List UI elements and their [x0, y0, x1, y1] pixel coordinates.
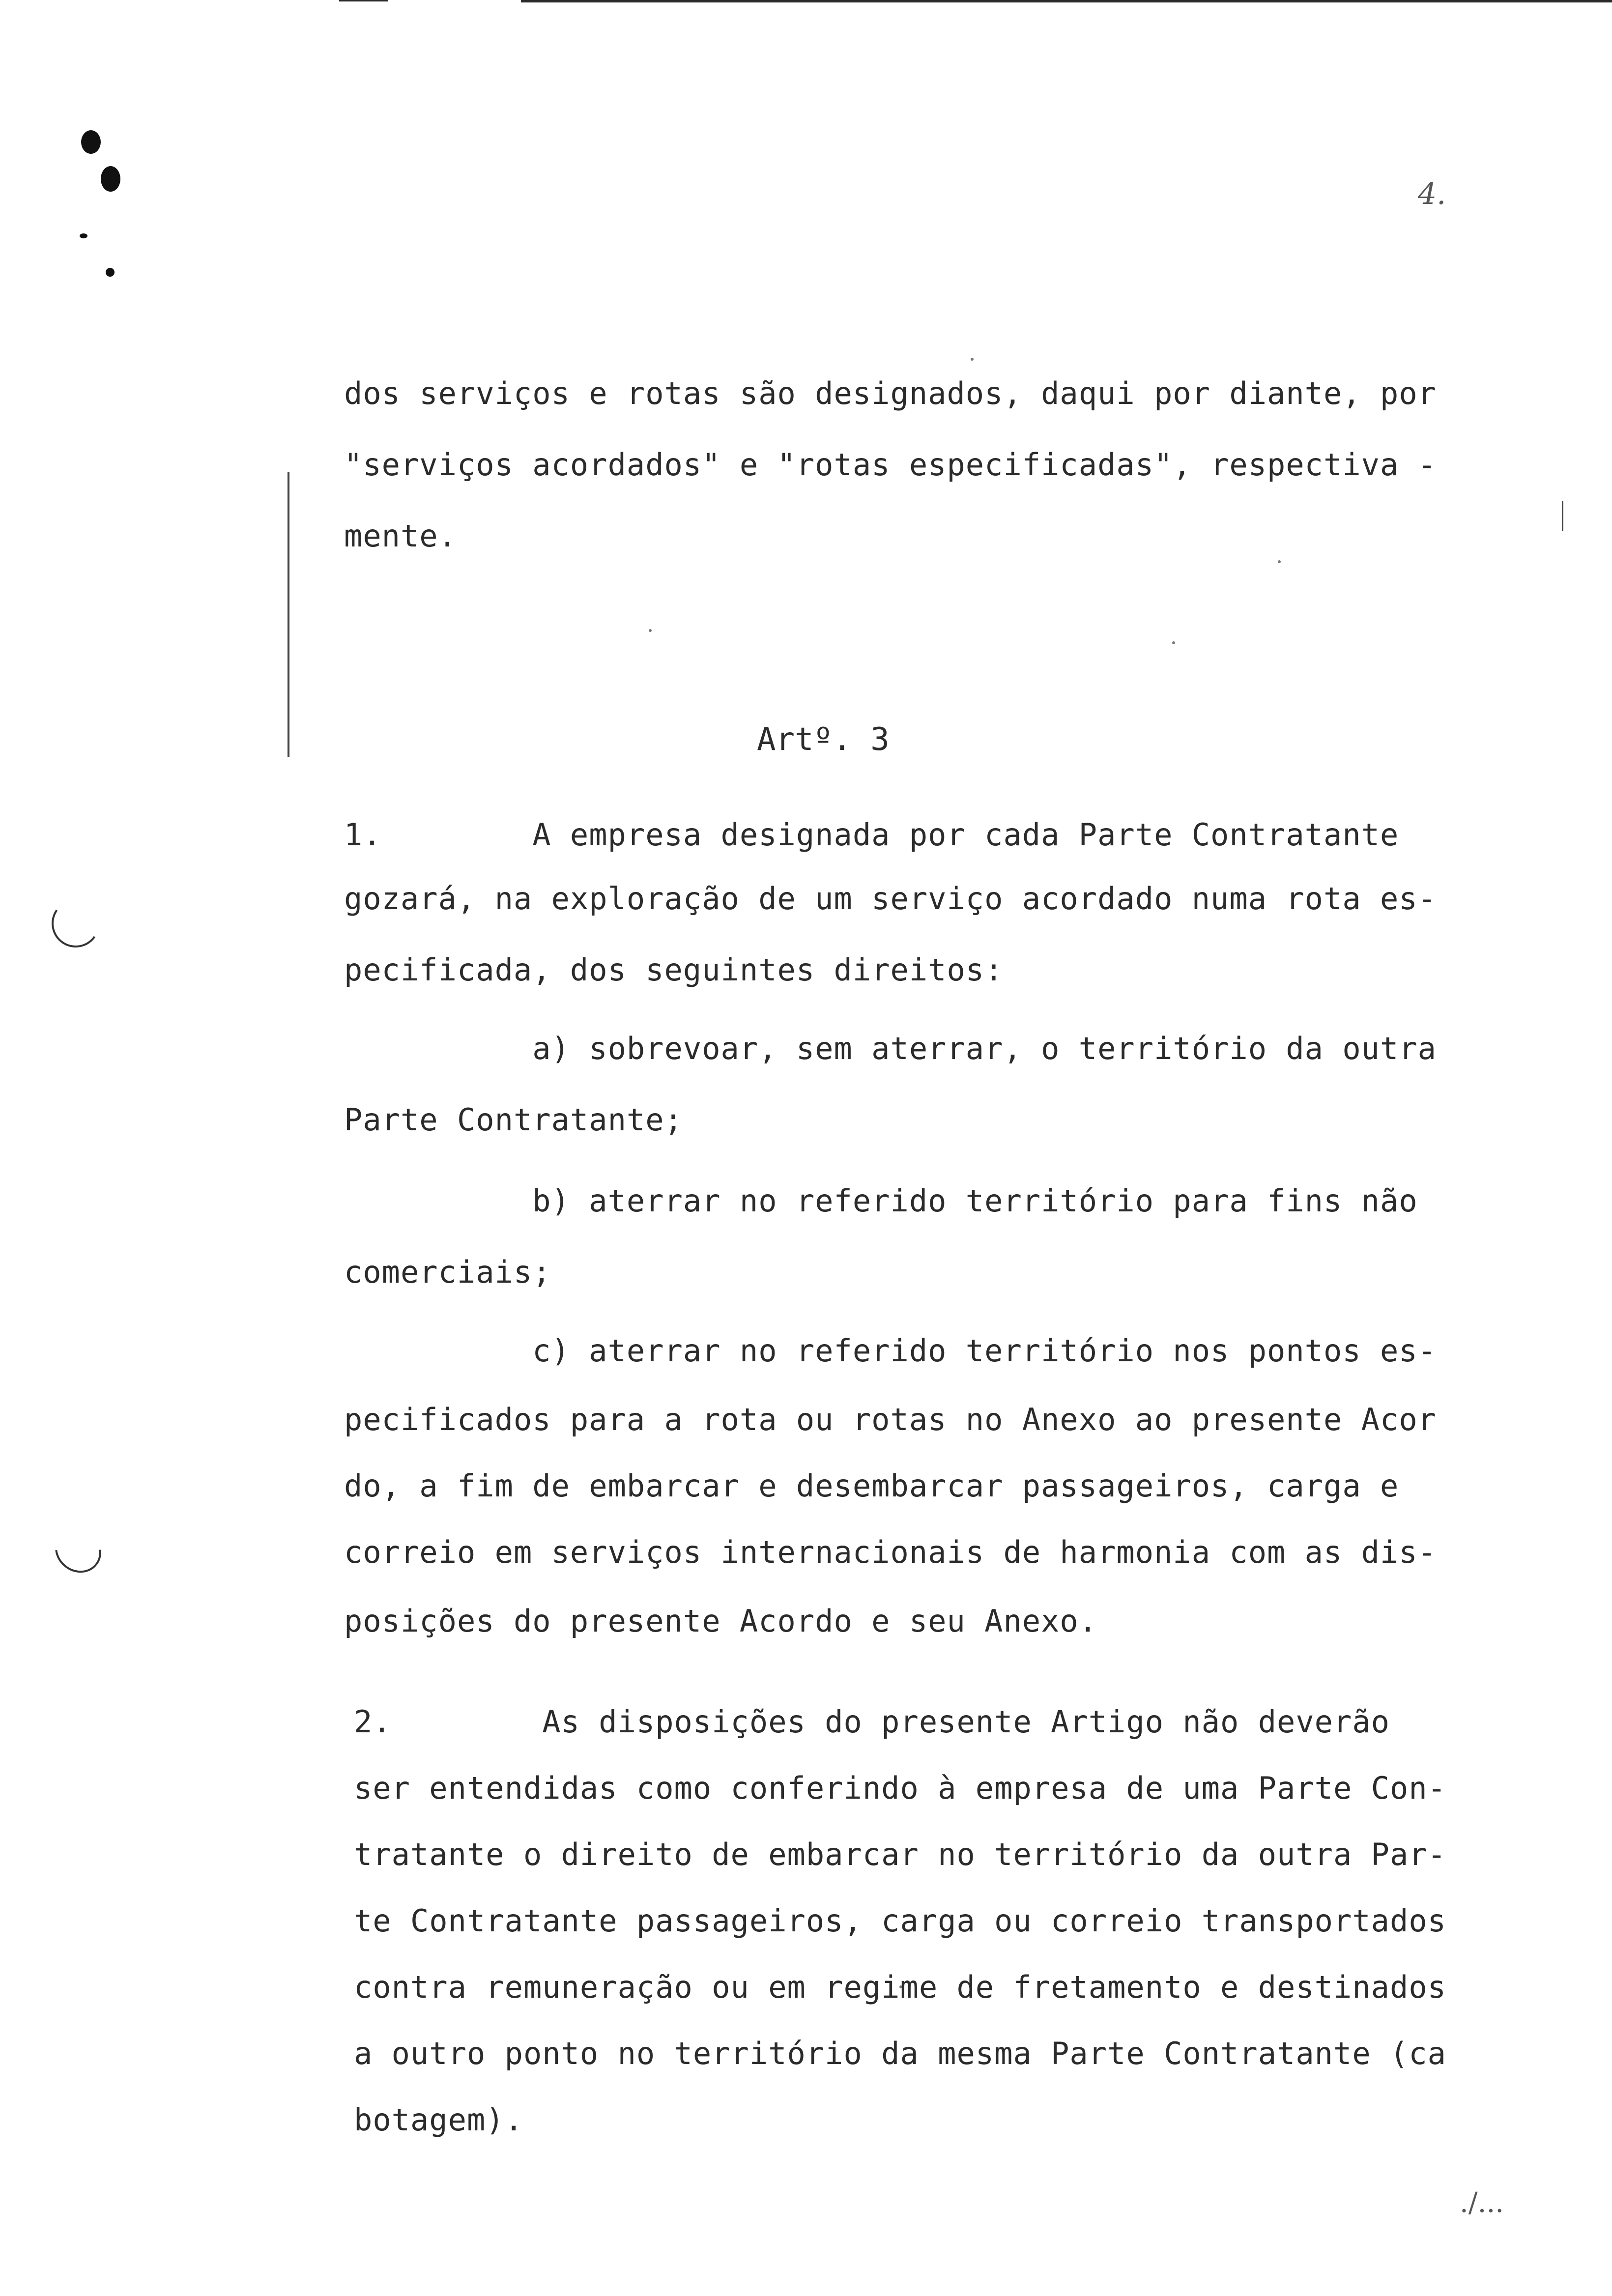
punch-hole-mark	[81, 130, 101, 154]
paragraph-2-line: contra remuneração ou em regime de fretamento e destinados	[354, 1969, 1446, 2005]
paragraph-2-line: botagem).	[354, 2102, 523, 2138]
paragraph-1-line: comerciais;	[344, 1254, 551, 1290]
paragraph-2-line: tratante o direito de embarcar no território da outra Par-	[354, 1837, 1446, 1872]
paragraph-1-line: c) aterrar no referido território nos pontos es-	[344, 1333, 1437, 1369]
punch-hole-mark	[101, 166, 120, 192]
intro-line: mente.	[344, 518, 457, 554]
paragraph-1-line: gozará, na exploração de um serviço acordado numa rota es-	[344, 881, 1437, 917]
paragraph-1-line: pecificada, dos seguintes direitos:	[344, 952, 1004, 988]
margin-line	[288, 472, 289, 757]
top-edge-rule-short	[339, 0, 388, 1]
speck	[649, 629, 652, 632]
paragraph-1-line: posições do presente Acordo e seu Anexo.	[344, 1603, 1098, 1639]
paragraph-1-line: do, a fim de embarcar e desembarcar passageiros, carga e	[344, 1468, 1399, 1504]
punch-hole-mark	[80, 233, 87, 238]
continuation-mark: ./...	[1460, 2187, 1504, 2219]
paragraph-1-line: pecificados para a rota ou rotas no Anexo ao presente Acor	[344, 1402, 1437, 1437]
paragraph-1-line: 1. A empresa designada por cada Parte Contratante	[344, 817, 1399, 853]
paragraph-1-line: b) aterrar no referido território para fins não	[344, 1183, 1418, 1219]
speck	[1278, 560, 1281, 563]
intro-line: dos serviços e rotas são designados, daqui por diante, por	[344, 375, 1437, 411]
paragraph-2-line: ser entendidas como conferindo à empresa de uma Parte Con-	[354, 1770, 1446, 1806]
paragraph-2-line: a outro ponto no território da mesma Parte Contratante (ca	[354, 2036, 1446, 2071]
paragraph-1-line: correio em serviços internacionais de harmonia com as dis-	[344, 1534, 1437, 1570]
ring-binder-arc	[46, 1518, 111, 1582]
punch-hole-mark	[106, 268, 115, 277]
article-heading: Artº. 3	[757, 721, 890, 758]
margin-tick	[1562, 501, 1563, 531]
top-edge-rule	[521, 0, 1612, 2]
speck	[1172, 641, 1175, 644]
page-number: 4.	[1418, 177, 1446, 211]
paragraph-1-line: a) sobrevoar, sem aterrar, o território da outra	[344, 1031, 1437, 1066]
ring-binder-arc	[48, 895, 104, 951]
paragraph-2-line: te Contratante passageiros, carga ou correio transportados	[354, 1903, 1446, 1939]
intro-line: "serviços acordados" e "rotas especificadas", respectiva -	[344, 447, 1437, 483]
speck	[971, 358, 974, 361]
paragraph-2-line: 2. As disposições do presente Artigo não deverão	[354, 1704, 1390, 1740]
paragraph-1-line: Parte Contratante;	[344, 1102, 683, 1138]
